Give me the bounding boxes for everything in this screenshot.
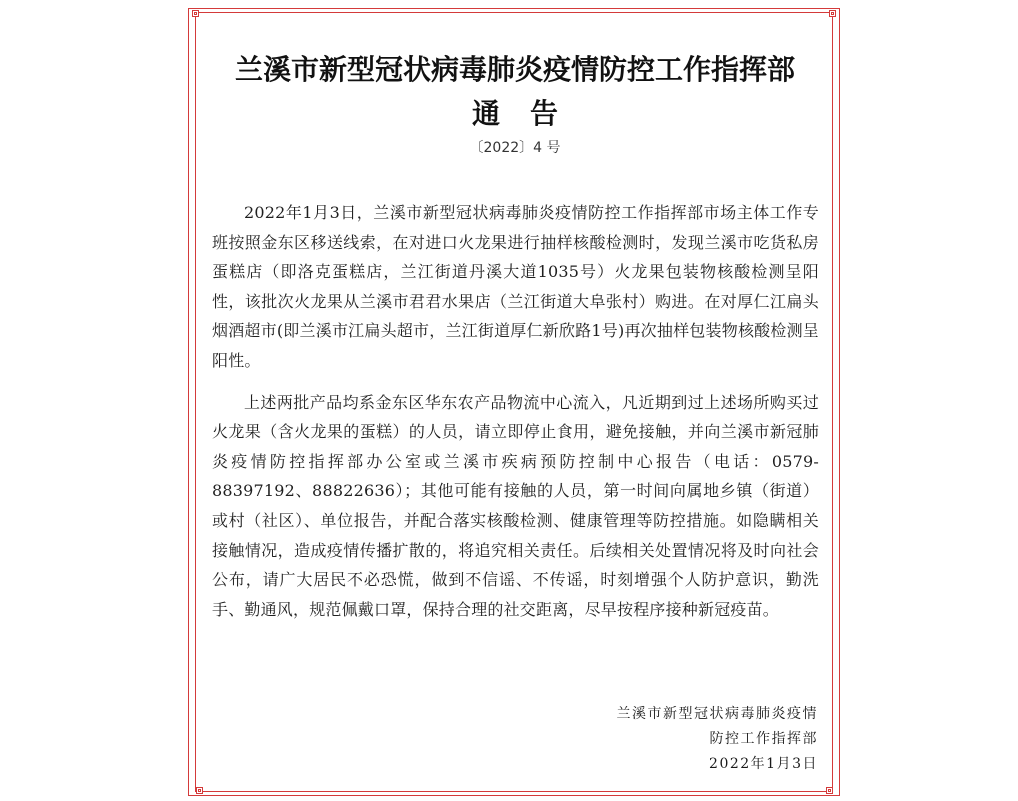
body-paragraph-2: 上述两批产品均系金东区华东农产品物流中心流入，凡近期到过上述场所购买过火龙果（含火龙果的蛋糕）的人员，请立即停止食用，避免接触，并向兰溪市新冠肺炎疫情防控指挥部办公室或兰溪市疾病预防控制中心报告（电话：0579-88397192、88822636）；其他可能有接触的人员，第一时间向属地乡镇（街道）或村（社区）、单位报告，并配合落实核酸检测、健康管理等防控措施。如隐瞒相关接触情况，造成疫情传播扩散的，将追究相关责任。后续相关处置情况将及时向社会公布，请广大居民不必恐慌，做到不信谣、不传谣，时刻增强个人防护意识，勤洗手、勤通风，规范佩戴口罩，保持合理的社交距离，尽早按程序接种新冠疫苗。 bbox=[212, 392, 819, 619]
signature-block bbox=[617, 702, 819, 777]
signature-date: 2022年1月3日 bbox=[709, 756, 818, 772]
corner-ornament-top-right bbox=[829, 10, 836, 17]
corner-ornament-bottom-right bbox=[826, 787, 833, 794]
signature-line-2: 防控工作指挥部 bbox=[709, 731, 818, 747]
corner-ornament-top-left bbox=[192, 10, 199, 17]
notice-body bbox=[212, 198, 819, 636]
notice-title: 兰溪市新型冠状病毒肺炎疫情防控工作指挥部 bbox=[234, 53, 795, 86]
corner-ornament-bottom-left bbox=[196, 787, 203, 794]
signature-line-1: 兰溪市新型冠状病毒肺炎疫情 bbox=[616, 706, 818, 722]
notice-subtitle: 通告 bbox=[471, 97, 588, 130]
body-paragraph-1: 2022年1月3日，兰溪市新型冠状病毒肺炎疫情防控工作指挥部市场主体工作专班按照金东区移送线索，在对进口火龙果进行抽样核酸检测时，发现兰溪市吃货私房蛋糕店（即洛克蛋糕店，兰江街道丹溪大道1035号）火龙果包装物核酸检测呈阳性，该批次火龙果从兰溪市君君水果店（兰江街道大阜张村）购进。在对厚仁江扁头烟酒超市(即兰溪市江扁头超市，兰江街道厚仁新欣路1号)再次抽样包装物核酸检测呈阳性。 bbox=[212, 203, 819, 370]
document-number: 〔2022〕4 号 bbox=[469, 140, 561, 156]
